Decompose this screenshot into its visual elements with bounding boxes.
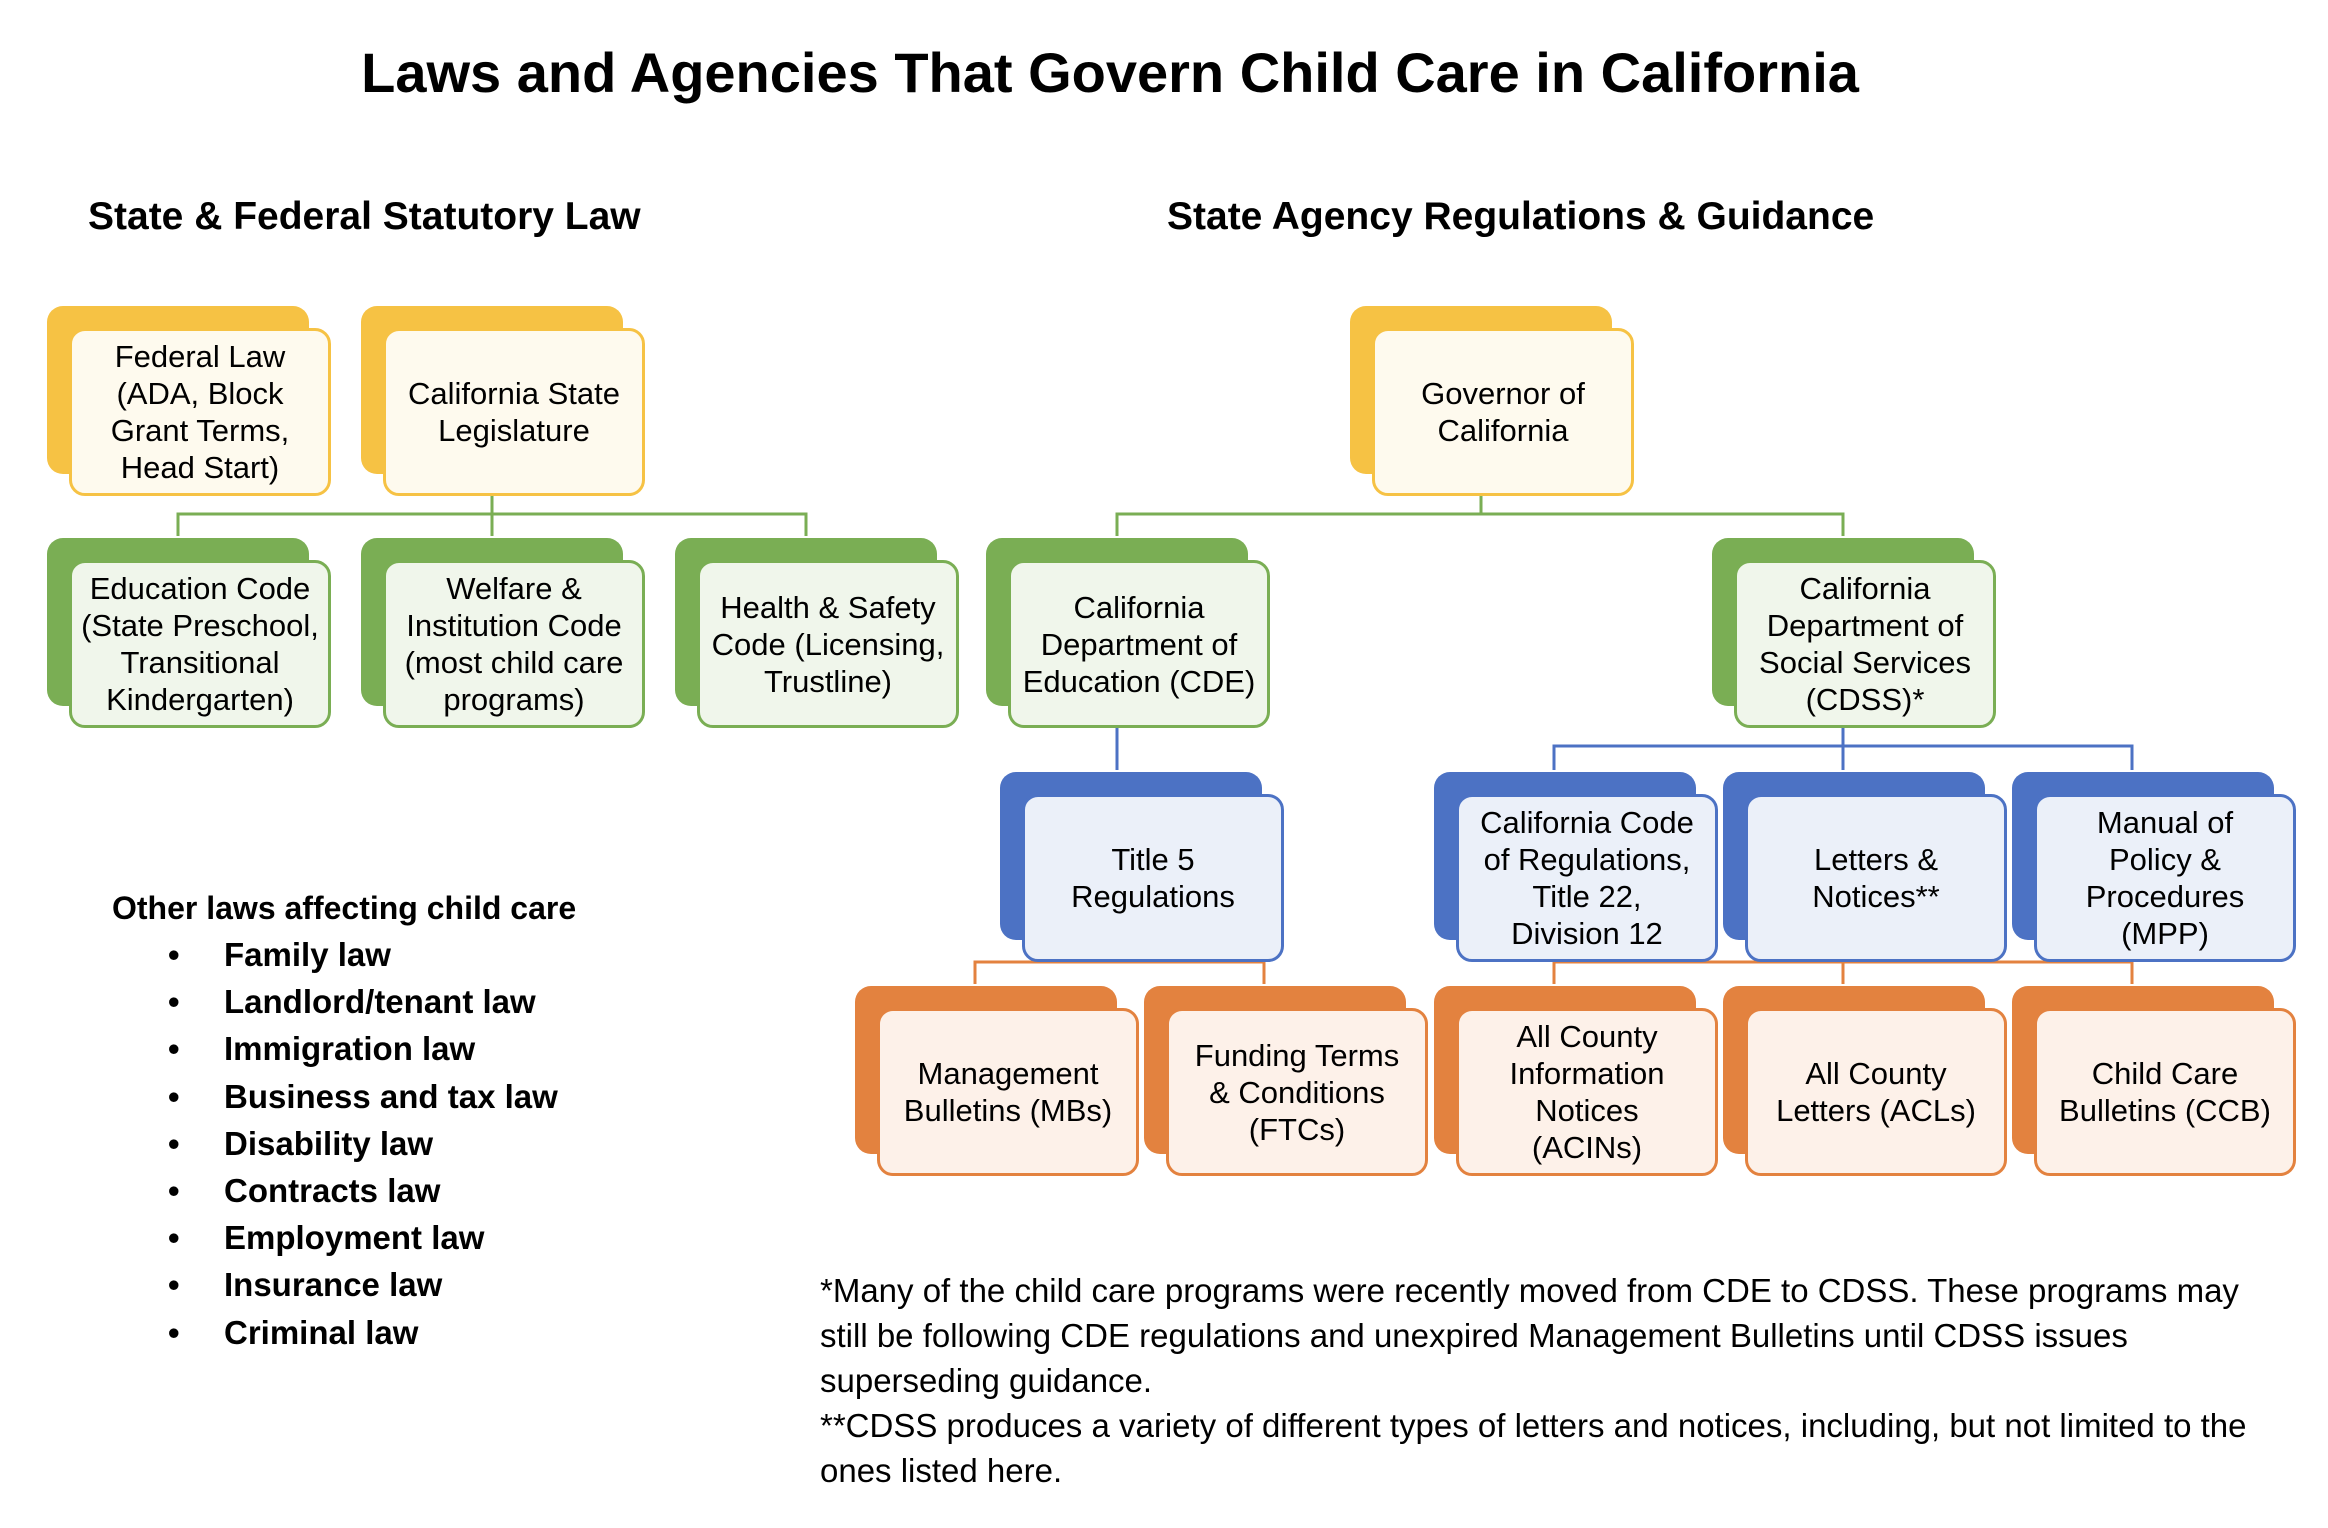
footnote-letters-notices: **CDSS produces a variety of different types of letters and notices, including, but not limited to the ones listed here. — [820, 1407, 2247, 1489]
footnotes — [820, 1268, 2280, 1493]
node-cde: California Department of Education (CDE) — [986, 538, 1248, 706]
list-item: • Disability law — [224, 1120, 576, 1167]
connector-governor-cde — [1117, 496, 1481, 536]
node-acins: All County Information Notices (ACINs) — [1434, 986, 1696, 1154]
node-governor: Governor of California — [1350, 306, 1612, 474]
list-item: • Landlord/tenant law — [224, 978, 576, 1025]
node-mpp: Manual of Policy & Procedures (MPP) — [2012, 772, 2274, 940]
list-item: • Business and tax law — [224, 1073, 576, 1120]
other-laws-list — [112, 931, 576, 1356]
node-cdss: California Department of Social Services (CDSS)* — [1712, 538, 1974, 706]
list-item: • Family law — [224, 931, 576, 978]
connector-governor-cdss — [1481, 514, 1843, 536]
list-item: • Employment law — [224, 1214, 576, 1261]
list-item: • Criminal law — [224, 1309, 576, 1356]
connector-cdss-ccr — [1554, 728, 1843, 770]
node-state-legislature: California State Legislature — [361, 306, 623, 474]
node-health-safety-code: Health & Safety Code (Licensing, Trustline) — [675, 538, 937, 706]
node-education-code: Education Code (State Preschool, Transitional Kindergarten) — [47, 538, 309, 706]
node-ccb: Child Care Bulletins (CCB) — [2012, 986, 2274, 1154]
connector-letters-ccb — [1843, 962, 2132, 984]
node-ccr-title22: California Code of Regulations, Title 22, Division 12 — [1434, 772, 1696, 940]
connector-cdss-mpp — [1843, 746, 2132, 770]
page-title: Laws and Agencies That Govern Child Care in California — [361, 41, 1859, 104]
connector-title5-ftcs — [1117, 962, 1264, 984]
node-funding-terms: Funding Terms & Conditions (FTCs) — [1144, 986, 1406, 1154]
right-section-heading: State Agency Regulations & Guidance — [1167, 195, 1875, 238]
node-title5: Title 5 Regulations — [1000, 772, 1262, 940]
other-laws-heading: Other laws affecting child care — [112, 890, 577, 926]
connector-legislature-health-safety-code — [492, 514, 806, 536]
left-section-heading: State & Federal Statutory Law — [88, 195, 641, 238]
node-welfare-code: Welfare & Institution Code (most child care programs) — [361, 538, 623, 706]
list-item: • Immigration law — [224, 1025, 576, 1072]
other-laws — [112, 890, 576, 1356]
node-letters-notices: Letters & Notices** — [1723, 772, 1985, 940]
list-item: • Insurance law — [224, 1261, 576, 1308]
connector-legislature-education-code — [178, 496, 492, 536]
list-item: • Contracts law — [224, 1167, 576, 1214]
footnote-cdss-transition: *Many of the child care programs were recently moved from CDE to CDSS. These programs may still be following CDE regulations and unexpired Management Bulletins until CDSS issues superseding guidance. — [820, 1272, 2239, 1399]
node-federal-law: Federal Law (ADA, Block Grant Terms, Head Start) — [47, 306, 309, 474]
node-acls: All County Letters (ACLs) — [1723, 986, 1985, 1154]
node-management-bulletins: Management Bulletins (MBs) — [855, 986, 1117, 1154]
